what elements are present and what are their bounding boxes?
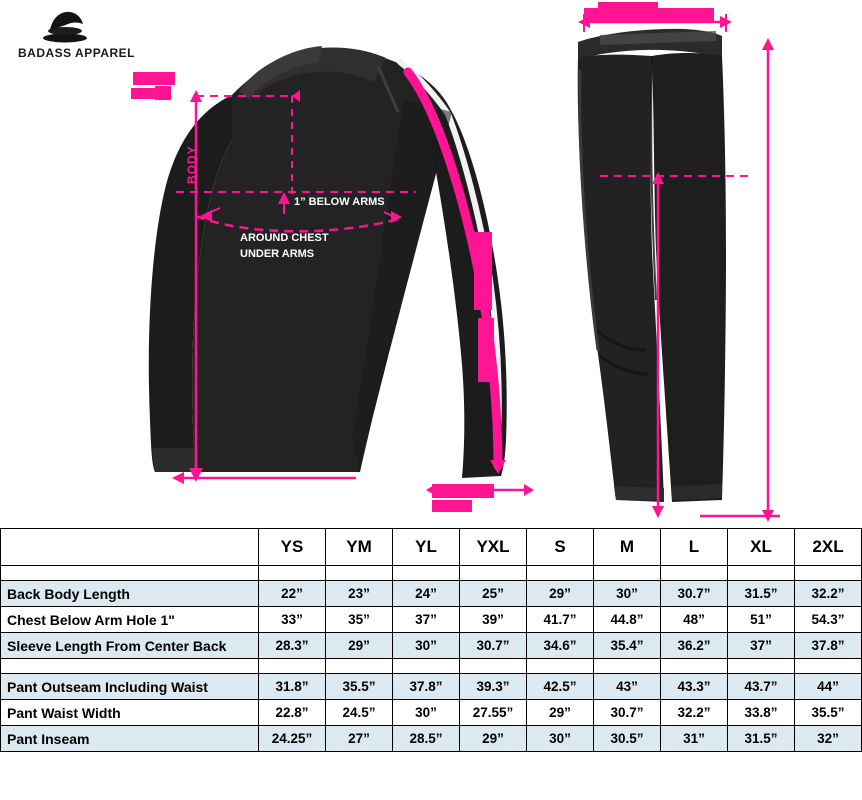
cell: 31.5” <box>728 581 795 607</box>
cell: 23” <box>326 581 393 607</box>
spacer-cell <box>795 566 862 581</box>
cell: 48” <box>661 607 728 633</box>
row-label: Pant Waist Width <box>1 700 259 726</box>
cell: 29” <box>527 581 594 607</box>
cell: 36.2” <box>661 633 728 659</box>
table-row <box>1 581 862 607</box>
label-around-chest-line2: UNDER ARMS <box>240 248 315 260</box>
cell: 44.8” <box>594 607 661 633</box>
spacer-cell <box>594 659 661 674</box>
cell: 22” <box>259 581 326 607</box>
obscured-label-sleeve-2 <box>478 318 494 382</box>
cell: 43.3” <box>661 674 728 700</box>
spacer-cell <box>259 566 326 581</box>
cell: 37.8” <box>393 674 460 700</box>
cell: 39.3” <box>460 674 527 700</box>
cell: 30.7” <box>661 581 728 607</box>
spacer-cell <box>460 566 527 581</box>
column-header-yl: YL <box>393 529 460 566</box>
column-header-label <box>1 529 259 566</box>
cell: 28.5” <box>393 726 460 752</box>
spacer-cell <box>393 566 460 581</box>
spacer-cell <box>795 659 862 674</box>
cell: 31” <box>661 726 728 752</box>
row-label: Sleeve Length From Center Back <box>1 633 259 659</box>
cell: 43.7” <box>728 674 795 700</box>
row-label: Pant Outseam Including Waist <box>1 674 259 700</box>
cell: 33.8” <box>728 700 795 726</box>
spacer-cell <box>1 659 259 674</box>
cell: 28.3” <box>259 633 326 659</box>
cell: 22.8” <box>259 700 326 726</box>
table-spacer-row-top <box>1 566 862 581</box>
cell: 29” <box>326 633 393 659</box>
cell: 27.55” <box>460 700 527 726</box>
cell: 41.7” <box>527 607 594 633</box>
stacked-logo-mark-icon <box>40 10 90 44</box>
spacer-cell <box>1 566 259 581</box>
column-header-ys: YS <box>259 529 326 566</box>
obscured-label-collar-3 <box>155 86 171 100</box>
cell: 31.8” <box>259 674 326 700</box>
cell: 30” <box>393 633 460 659</box>
column-header-xl: XL <box>728 529 795 566</box>
cell: 24” <box>393 581 460 607</box>
column-header-s: S <box>527 529 594 566</box>
cell: 34.6” <box>527 633 594 659</box>
spacer-cell <box>326 566 393 581</box>
cell: 37” <box>728 633 795 659</box>
cell: 31.5” <box>728 726 795 752</box>
cell: 30.5” <box>594 726 661 752</box>
table-row <box>1 700 862 726</box>
spacer-cell <box>728 659 795 674</box>
table-row <box>1 674 862 700</box>
obscured-label-sleeve-1 <box>474 232 492 310</box>
cell: 30” <box>527 726 594 752</box>
cell: 43” <box>594 674 661 700</box>
spacer-cell <box>594 566 661 581</box>
cell: 24.25” <box>259 726 326 752</box>
cell: 30.7” <box>460 633 527 659</box>
cell: 27” <box>326 726 393 752</box>
size-chart-table <box>0 528 862 752</box>
cell: 51” <box>728 607 795 633</box>
cell: 42.5” <box>527 674 594 700</box>
cell: 32” <box>795 726 862 752</box>
label-body: BODY <box>185 145 199 184</box>
cell: 33” <box>259 607 326 633</box>
column-header-m: M <box>594 529 661 566</box>
spacer-cell <box>326 659 393 674</box>
cell: 35.5” <box>326 674 393 700</box>
spacer-cell <box>393 659 460 674</box>
spacer-cell <box>728 566 795 581</box>
cell: 32.2” <box>661 700 728 726</box>
column-header-yxl: YXL <box>460 529 527 566</box>
track-pants-shape <box>578 29 726 502</box>
cell: 32.2” <box>795 581 862 607</box>
obscured-label-collar-1 <box>133 72 175 85</box>
cell: 29” <box>527 700 594 726</box>
column-header-l: L <box>661 529 728 566</box>
column-header-2xl: 2XL <box>795 529 862 566</box>
spacer-cell <box>527 659 594 674</box>
cell: 35” <box>326 607 393 633</box>
table-row <box>1 633 862 659</box>
quarter-zip-jacket-shape <box>149 46 507 478</box>
obscured-label-cuff-2 <box>432 500 472 512</box>
cell: 37.8” <box>795 633 862 659</box>
table-header-row <box>1 529 862 566</box>
row-label: Chest Below Arm Hole 1" <box>1 607 259 633</box>
obscured-label-waist-2 <box>598 2 658 12</box>
cell: 29” <box>460 726 527 752</box>
row-label: Back Body Length <box>1 581 259 607</box>
cell: 44” <box>795 674 862 700</box>
spacer-cell <box>527 566 594 581</box>
cell: 30” <box>594 581 661 607</box>
spacer-cell <box>661 659 728 674</box>
table-row <box>1 607 862 633</box>
spacer-cell <box>661 566 728 581</box>
brand-name: BADASS APPAREL <box>18 46 136 60</box>
cell: 30.7” <box>594 700 661 726</box>
table-spacer-row-mid <box>1 659 862 674</box>
cell: 24.5” <box>326 700 393 726</box>
cell: 30” <box>393 700 460 726</box>
label-below-arms: 1” BELOW ARMS <box>294 196 385 208</box>
cell: 54.3” <box>795 607 862 633</box>
obscured-label-cuff <box>432 484 494 498</box>
spacer-cell <box>460 659 527 674</box>
row-label: Pant Inseam <box>1 726 259 752</box>
table-row <box>1 726 862 752</box>
column-header-ym: YM <box>326 529 393 566</box>
spacer-cell <box>259 659 326 674</box>
cell: 35.4” <box>594 633 661 659</box>
label-around-chest-line1: AROUND CHEST <box>240 232 329 244</box>
brand-logo <box>18 10 136 70</box>
cell: 25” <box>460 581 527 607</box>
cell: 39” <box>460 607 527 633</box>
cell: 37” <box>393 607 460 633</box>
cell: 35.5” <box>795 700 862 726</box>
